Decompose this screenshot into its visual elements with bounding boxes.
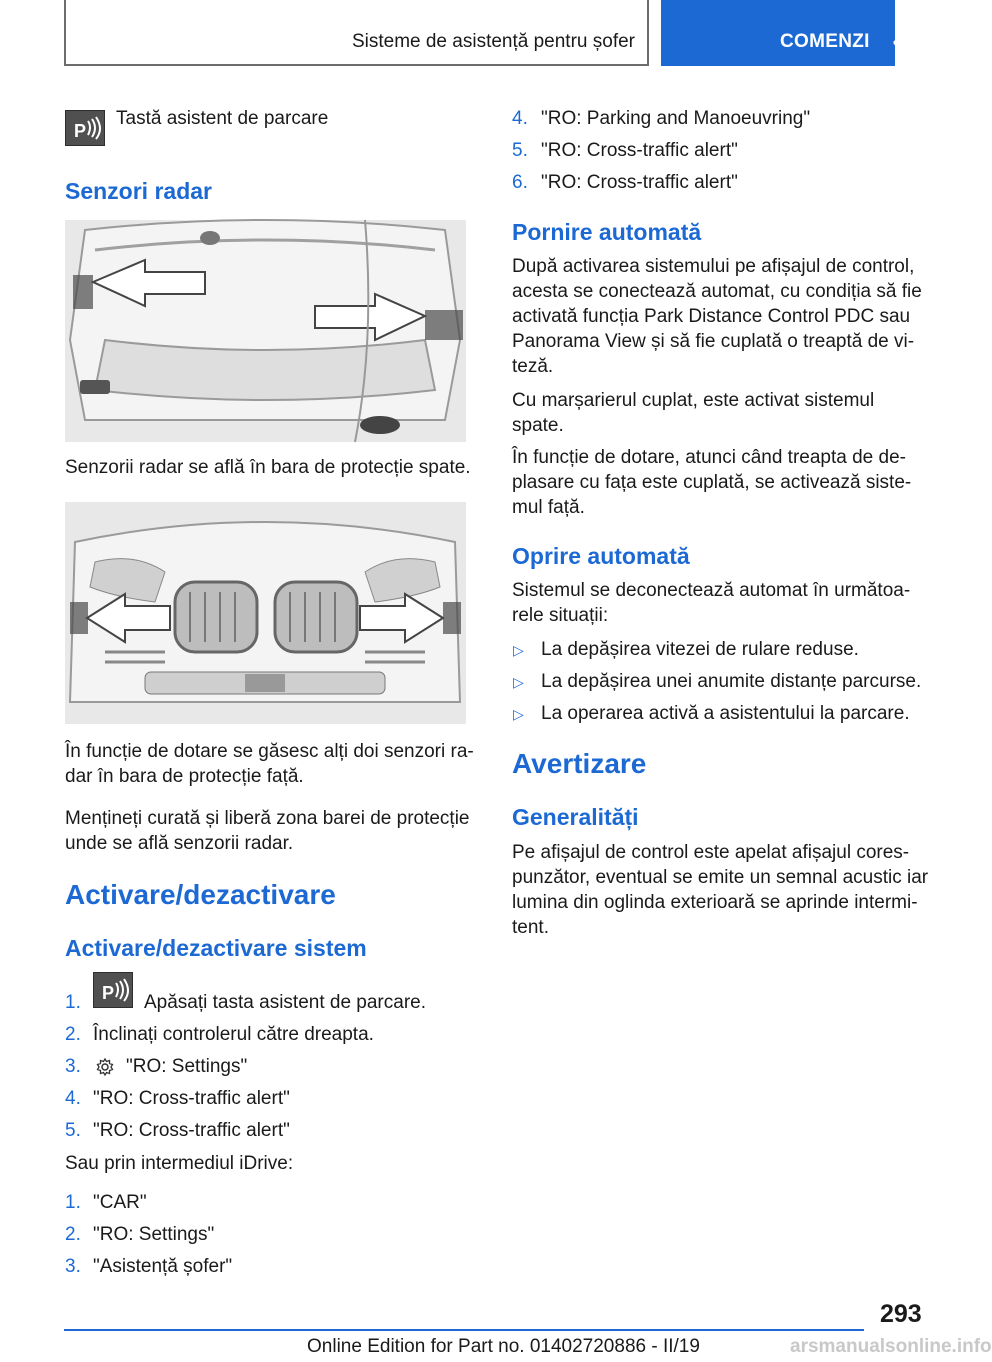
- button-caption: Tastă asistent de parcare: [116, 108, 329, 129]
- reverse-line: Cu marșarierul cuplat, este activat sistemul: [512, 390, 875, 411]
- front-gear-line: mul față.: [512, 497, 585, 518]
- parking-assistant-icon: [93, 972, 133, 1008]
- step-text: "RO: Cross-traffic alert": [93, 1088, 290, 1109]
- auto-stop-line: Sistemul se deconectează automat în următoa-: [512, 580, 911, 601]
- idrive-step-number: 3.: [65, 1256, 81, 1277]
- step-number: 5.: [65, 1120, 81, 1141]
- warning-heading: Avertizare: [512, 748, 647, 779]
- header-tab-commands[interactable]: [661, 0, 895, 66]
- system-heading: Activare/dezactivare sistem: [65, 935, 367, 961]
- general-heading: Generalități: [512, 804, 639, 830]
- bullet-marker: ▷: [513, 642, 524, 658]
- step-text: Înclinați controlerul către dreapta.: [93, 1024, 374, 1045]
- front-bumper-illustration: [65, 502, 466, 724]
- step-text: "RO: Cross-traffic alert": [541, 172, 738, 193]
- step-text: Apăsați tasta asistent de parcare.: [144, 992, 426, 1013]
- step-text: "RO: Cross-traffic alert": [93, 1120, 290, 1141]
- watermark-text: arsmanualsonline.info: [790, 1336, 992, 1357]
- svg-text:P: P: [74, 121, 87, 141]
- page-header: [64, 0, 895, 66]
- activation-heading: Activare/dezactivare: [65, 879, 336, 910]
- front-caption-line-2: dar în bara de protecție față.: [65, 766, 304, 787]
- step-text: "RO: Parking and Manoeuvring": [541, 108, 811, 129]
- auto-start-line: activată funcția Park Distance Control PDC sau: [512, 306, 911, 327]
- bullet-text: La operarea activă a asistentului la parcare.: [541, 703, 910, 724]
- idrive-step-text: "Asistență șofer": [93, 1256, 233, 1277]
- page-number: 293: [880, 1300, 922, 1328]
- auto-stop-line: rele situații:: [512, 605, 609, 626]
- front-gear-line: În funcție de dotare, atunci când treapta de de-: [512, 447, 906, 468]
- header-section-box: [64, 0, 649, 66]
- auto-start-line: teză.: [512, 356, 554, 377]
- step-number: 4.: [512, 108, 528, 129]
- gear-icon: [95, 1057, 115, 1077]
- general-line: Pe afișajul de control este apelat afișajul cores-: [512, 842, 910, 863]
- auto-start-line: Panorama View și să fie cuplată o treaptă de vi-: [512, 331, 915, 352]
- svg-text:P: P: [102, 983, 115, 1003]
- step-number: 6.: [512, 172, 528, 193]
- auto-start-heading: Pornire automată: [512, 219, 702, 245]
- keep-clean-line-2: unde se află senzorii radar.: [65, 833, 294, 854]
- step-number: 3.: [65, 1056, 81, 1077]
- idrive-intro: Sau prin intermediul iDrive:: [65, 1153, 294, 1174]
- edition-text: Online Edition for Part no. 01402720886 - II/19: [307, 1336, 700, 1357]
- header-tab-label: COMENZI: [780, 31, 870, 52]
- rear-caption: Senzorii radar se află în bara de protecție spate.: [65, 457, 471, 478]
- idrive-step-text: "CAR": [93, 1192, 147, 1213]
- bullet-marker: ▷: [513, 674, 524, 690]
- bullet-text: La depășirea vitezei de rulare reduse.: [541, 639, 859, 660]
- parking-assistant-icon: [65, 110, 105, 146]
- auto-stop-heading: Oprire automată: [512, 543, 690, 569]
- step-text: "RO: Cross-traffic alert": [541, 140, 738, 161]
- front-caption-line-1: În funcție de dotare se găsesc alți doi senzori ra-: [65, 741, 474, 762]
- general-line: tent.: [512, 917, 549, 938]
- pointing-hand-icon: [893, 26, 921, 56]
- footer-divider: [64, 1329, 864, 1331]
- step-text: "RO: Settings": [126, 1056, 248, 1077]
- step-number: 1.: [65, 992, 81, 1013]
- keep-clean-line-1: Mențineți curată și liberă zona barei de protecție: [65, 808, 470, 829]
- bullet-text: La depășirea unei anumite distanțe parcurse.: [541, 671, 922, 692]
- header-section-title: Sisteme de asistență pentru șofer: [351, 31, 635, 52]
- idrive-step-number: 1.: [65, 1192, 81, 1213]
- rear-bumper-illustration: [65, 220, 466, 442]
- idrive-step-text: "RO: Settings": [93, 1224, 215, 1245]
- idrive-step-number: 2.: [65, 1224, 81, 1245]
- reverse-line: spate.: [512, 415, 564, 436]
- auto-start-line: acesta se conectează automat, cu condiția să fie: [512, 281, 922, 302]
- auto-start-line: După activarea sistemului pe afișajul de control,: [512, 256, 915, 277]
- radar-heading: Senzori radar: [65, 178, 212, 204]
- bullet-marker: ▷: [513, 706, 524, 722]
- step-number: 2.: [65, 1024, 81, 1045]
- front-gear-line: plasare cu fața este cuplată, se activează siste-: [512, 472, 912, 493]
- step-number: 5.: [512, 140, 528, 161]
- step-number: 4.: [65, 1088, 81, 1109]
- general-line: lumina din oglinda exterioară se aprinde intermi-: [512, 892, 918, 913]
- general-line: punzător, eventual se emite un semnal acustic iar: [512, 867, 929, 888]
